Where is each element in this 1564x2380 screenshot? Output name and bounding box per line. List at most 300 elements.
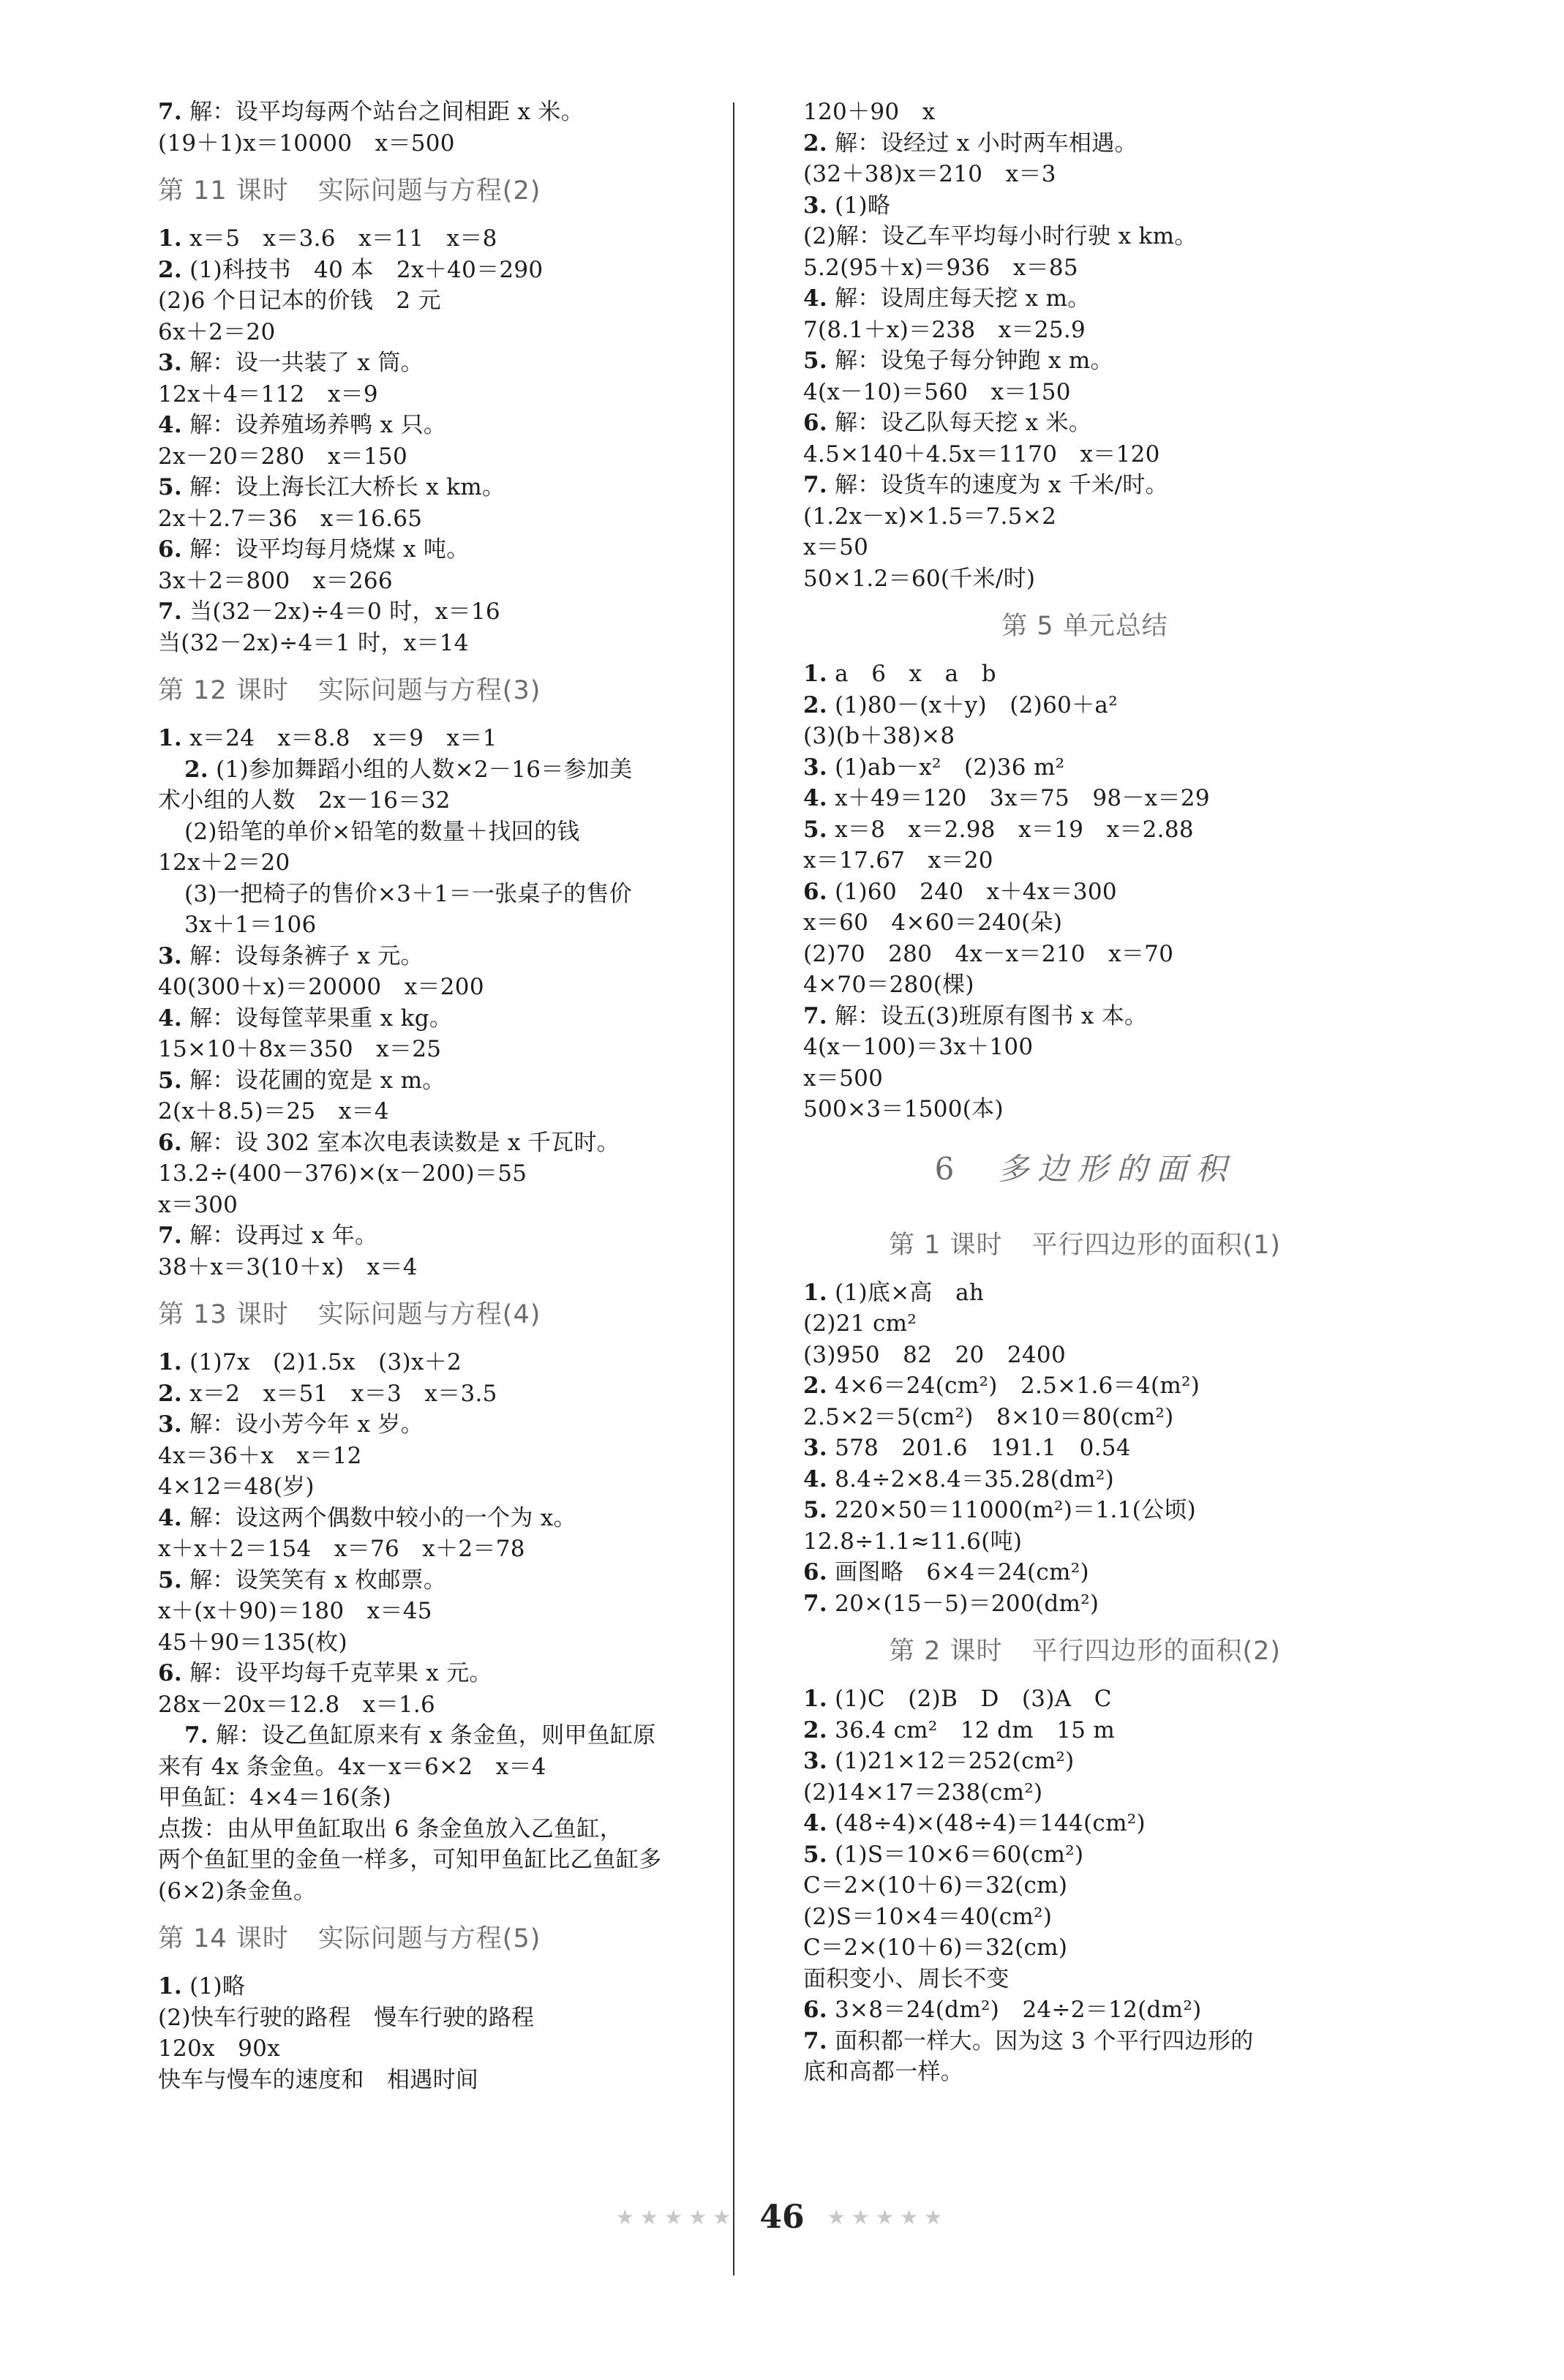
answer-text: 50×1.2＝60(千米/时) (803, 565, 1036, 592)
answer-line (158, 1409, 721, 1441)
answer-line (803, 658, 1366, 690)
question-number: 2. (803, 129, 827, 157)
question-number: 7. (184, 1722, 208, 1749)
answer-text: 画图略 6×4＝24(cm²) (827, 1559, 1089, 1585)
answer-line (158, 503, 721, 535)
answer-text: 解：设平均每月烧煤 x 吨。 (181, 536, 470, 563)
answer-text: 7(8.1＋x)＝238 x＝25.9 (803, 316, 1086, 343)
answer-text: (1)参加舞蹈小组的人数×2－16＝参加美 (208, 756, 633, 783)
answer-line (803, 563, 1366, 595)
answer-text: 解：设货车的速度为 x 千米/时。 (827, 472, 1168, 498)
answer-text: x＝2 x＝51 x＝3 x＝3.5 (181, 1380, 497, 1407)
answer-text: 解：设每筐苹果重 x kg。 (181, 1005, 453, 1032)
answer-text: x＝50 (803, 534, 869, 560)
answer-text: 8.4÷2×8.4＝35.28(dm²) (827, 1465, 1114, 1493)
answer-text: 2x－20＝280 x＝150 (158, 443, 407, 470)
question-number: 3. (803, 754, 827, 781)
question-number: 7. (158, 598, 182, 625)
answer-line (803, 845, 1366, 876)
answer-text: 当(32－2x)÷4＝0 时，x＝16 (181, 598, 500, 625)
question-number: 5. (803, 1497, 827, 1523)
answer-line (803, 690, 1366, 721)
lesson-number: 第 1 课时 (888, 1230, 1003, 1260)
answer-line (803, 2057, 1366, 2088)
answer-text: 6x＋2＝20 (158, 318, 276, 345)
answer-line (158, 1441, 721, 1472)
question-number: 6. (158, 536, 182, 563)
answer-text: (1)80－(x＋y) (2)60＋a² (827, 691, 1118, 718)
answer-line (158, 1658, 721, 1689)
answer-line (158, 379, 721, 410)
answer-line (803, 532, 1366, 563)
answer-text: x＋(x＋90)＝180 x＝45 (158, 1598, 432, 1624)
answer-text: (1)S＝10×6＝60(cm²) (827, 1841, 1084, 1868)
lesson-number: 第 13 课时 (158, 1300, 289, 1329)
answer-line (158, 1378, 721, 1410)
answer-line (158, 1096, 721, 1127)
question-number: 7. (803, 1590, 827, 1617)
answer-text: x＝8 x＝2.98 x＝19 x＝2.88 (827, 816, 1194, 843)
question-number: 7. (803, 1002, 827, 1029)
answer-line (803, 128, 1366, 159)
answer-text: (1)60 240 x＋4x＝300 (827, 878, 1117, 905)
answer-text: (2)S＝10×4＝40(cm²) (803, 1903, 1053, 1930)
answer-line (803, 783, 1366, 814)
answer-line (803, 814, 1366, 846)
answer-line (158, 472, 721, 503)
answer-text: (1)略 (181, 1973, 246, 2000)
answer-line (158, 628, 721, 659)
answer-line (158, 1720, 721, 1752)
lesson-title: 实际问题与方程(2) (317, 176, 541, 206)
answer-line (158, 128, 721, 159)
left-column (158, 97, 721, 2095)
question-number: 4. (803, 785, 827, 811)
answer-line (158, 879, 721, 910)
answer-text: 解：设这两个偶数中较小的一个为 x。 (181, 1504, 576, 1531)
answer-text: 面积都一样大。因为这 3 个平行四边形的 (827, 2027, 1254, 2054)
answer-line (803, 1715, 1366, 1746)
question-number: 6. (158, 1129, 182, 1156)
answer-line (158, 223, 721, 255)
answer-text: 3x＋2＝800 x＝266 (158, 567, 393, 594)
page-number: 46 (759, 2199, 805, 2236)
answer-line (803, 969, 1366, 1001)
answer-text: C＝2×(10＋6)＝32(cm) (803, 1872, 1068, 1899)
answer-line (158, 1534, 721, 1565)
answer-text: (1)7x (2)1.5x (3)x＋2 (181, 1349, 462, 1375)
answer-text: 3x＋1＝106 (184, 912, 317, 938)
answer-text: (32＋38)x＝210 x＝3 (803, 161, 1056, 187)
answer-text: 36.4 cm² 12 dm 15 m (827, 1716, 1116, 1743)
answer-line (158, 441, 721, 473)
answer-line (803, 1902, 1366, 1933)
answer-text: x＝60 4×60＝240(朵) (803, 909, 1063, 936)
question-number: 1. (158, 725, 182, 751)
answer-line (158, 1503, 721, 1534)
answer-text: 13.2÷(400－376)×(x－200)＝55 (158, 1160, 527, 1187)
answer-text: (1.2x－x)×1.5＝7.5×2 (803, 503, 1057, 530)
answer-line (803, 2026, 1366, 2057)
answer-line (158, 1471, 721, 1503)
question-number: 2. (158, 256, 182, 283)
answer-text: 4×6＝24(cm²) 2.5×1.6＝4(m²) (827, 1373, 1200, 1399)
footer-stars-right: ★★★★★ (827, 2205, 949, 2229)
answer-text: 2x＋2.7＝36 x＝16.65 (158, 505, 423, 532)
answer-text: (2)14×17＝238(cm²) (803, 1779, 1043, 1806)
answer-text: 解：设乙队每天挖 x 米。 (827, 410, 1092, 436)
answer-line (803, 1839, 1366, 1871)
answer-text: (1)略 (827, 192, 891, 219)
answer-text: 4(x－100)＝3x＋100 (803, 1034, 1034, 1060)
answer-text: (2)21 cm² (803, 1310, 917, 1337)
answer-text: (1)科技书 40 本 2x＋40＝290 (181, 256, 544, 283)
question-number: 1. (803, 1686, 827, 1712)
answer-line (803, 1994, 1366, 2026)
answer-text: 4(x－10)＝560 x＝150 (803, 378, 1071, 405)
answer-text: a 6 x a b (827, 661, 996, 687)
lesson-title: 平行四边形的面积(2) (1031, 1637, 1282, 1666)
answer-line (158, 972, 721, 1003)
answer-line (803, 939, 1366, 970)
question-number: 4. (803, 1465, 827, 1493)
answer-line (158, 1158, 721, 1190)
answer-text: (2)6 个日记本的价钱 2 元 (158, 288, 441, 314)
answer-text: 12x＋4＝112 x＝9 (158, 380, 378, 408)
answer-line (158, 534, 721, 566)
answer-text: 点拨：由从甲鱼缸取出 6 条金鱼放入乙鱼缸， (158, 1815, 623, 1842)
answer-line (158, 348, 721, 379)
answer-line (158, 596, 721, 628)
answer-line (158, 2002, 721, 2034)
answer-line (158, 1689, 721, 1721)
answer-text: 2(x＋8.5)＝25 x＝4 (158, 1098, 389, 1125)
answer-text: 220×50＝11000(m²)＝1.1(公顷) (827, 1497, 1197, 1523)
question-number: 7. (803, 472, 827, 498)
question-number: 2. (803, 691, 827, 718)
answer-line (803, 97, 1366, 128)
answer-line (803, 1464, 1366, 1495)
lesson-title: 平行四边形的面积(1) (1031, 1230, 1282, 1260)
answer-text: 解：设五(3)班原有图书 x 本。 (827, 1002, 1148, 1029)
answer-text: 40(300＋x)＝20000 x＝200 (158, 974, 484, 1000)
answer-line (803, 1495, 1366, 1526)
answer-text: 解：设平均每两个站台之间相距 x 米。 (181, 99, 584, 125)
answer-text: 两个鱼缸里的金鱼一样多，可知甲鱼缸比乙鱼缸多 (158, 1847, 662, 1873)
answer-line (158, 1220, 721, 1252)
answer-line (158, 723, 721, 754)
answer-text: (19＋1)x＝10000 x＝500 (158, 129, 455, 157)
answer-line (158, 1752, 721, 1783)
answer-text: 解：设一共装了 x 筒。 (181, 350, 424, 376)
answer-line (803, 1001, 1366, 1032)
question-number: 6. (803, 1997, 827, 2023)
lesson-heading (158, 159, 721, 223)
answer-text: 解：设周庄每天挖 x m。 (827, 285, 1091, 312)
answer-line (158, 1190, 721, 1221)
answer-line (158, 317, 721, 348)
question-number: 6. (158, 1660, 182, 1686)
question-number: 3. (158, 350, 182, 376)
lesson-heading (158, 1283, 721, 1347)
answer-text: x＝24 x＝8.8 x＝9 x＝1 (181, 725, 497, 751)
answer-text: (3)一把椅子的售价×3＋1＝一张桌子的售价 (184, 880, 632, 907)
answer-text: C＝2×(10＋6)＝32(cm) (803, 1934, 1068, 1961)
footer-stars-left: ★★★★★ (615, 2205, 737, 2229)
lesson-number: 第 14 课时 (158, 1924, 289, 1953)
answer-text: 术小组的人数 2x－16＝32 (158, 787, 451, 814)
answer-line (158, 1003, 721, 1035)
answer-line (803, 439, 1366, 470)
answer-text: x＝17.67 x＝20 (803, 847, 993, 874)
question-number: 1. (158, 225, 182, 252)
question-number: 1. (803, 1279, 827, 1306)
answer-line (803, 283, 1366, 315)
answer-text: 解：设上海长江大桥长 x km。 (181, 474, 505, 500)
question-number: 4. (803, 285, 827, 312)
answer-text: 解：设兔子每分钟跑 x m。 (827, 348, 1113, 374)
answer-line (158, 1971, 721, 2002)
question-number: 4. (158, 1005, 182, 1032)
answer-line (803, 345, 1366, 377)
answer-line (803, 1870, 1366, 1902)
answer-line (158, 1347, 721, 1378)
answer-line (803, 1683, 1366, 1715)
question-number: 5. (803, 348, 827, 374)
answer-text: 解：设再过 x 年。 (181, 1223, 378, 1249)
question-number: 4. (158, 412, 182, 438)
answer-text: 解：设 302 室本次电表读数是 x 千瓦时。 (181, 1129, 620, 1156)
answer-text: 578 201.6 191.1 0.54 (827, 1435, 1131, 1461)
question-number: 2. (803, 1716, 827, 1743)
answer-text: 面积变小、周长不变 (803, 1965, 1010, 1992)
answer-line (803, 1433, 1366, 1464)
answer-text: 当(32－2x)÷4＝1 时，x＝14 (158, 629, 469, 656)
answer-text: (3)950 82 20 2400 (803, 1341, 1066, 1368)
question-number: 3. (803, 1748, 827, 1774)
answer-text: 解：设经过 x 小时两车相遇。 (827, 129, 1138, 157)
question-number: 5. (158, 1067, 182, 1094)
answer-text: 解：设乙鱼缸原来有 x 条金鱼，则甲鱼缸原 (208, 1722, 656, 1749)
question-number: 2. (158, 1380, 182, 1407)
answer-line (803, 1063, 1366, 1095)
lesson-heading (803, 594, 1366, 658)
answer-line (158, 285, 721, 317)
answer-text: 15×10＋8x＝350 x＝25 (158, 1036, 442, 1062)
question-number: 7. (158, 99, 182, 125)
answer-text: 2.5×2＝5(cm²) 8×10＝80(cm²) (803, 1403, 1174, 1430)
answer-text: (1)C (2)B D (3)A C (827, 1686, 1112, 1712)
question-number: 3. (158, 942, 182, 969)
answer-text: 38＋x＝3(10＋x) x＝4 (158, 1253, 418, 1280)
answer-text: x＋x＋2＝154 x＝76 x＋2＝78 (158, 1536, 525, 1562)
question-number: 7. (803, 2027, 827, 2054)
lesson-number: 第 2 课时 (888, 1637, 1003, 1666)
answer-text: (1)21×12＝252(cm²) (827, 1748, 1075, 1774)
answer-line (803, 876, 1366, 908)
column-divider (733, 102, 734, 2275)
answer-line (158, 909, 721, 941)
answer-line (803, 1526, 1366, 1558)
lesson-heading (803, 1619, 1366, 1683)
answer-line (158, 1627, 721, 1659)
answer-text: (2)快车行驶的路程 慢车行驶的路程 (158, 2004, 535, 2031)
question-number: 6. (803, 878, 827, 905)
answer-line (803, 1746, 1366, 1777)
answer-text: 解：设平均每千克苹果 x 元。 (181, 1660, 492, 1686)
answer-line (803, 907, 1366, 939)
answer-line (158, 2065, 721, 2096)
answer-text: 来有 4x 条金鱼。4x－x＝6×2 x＝4 (158, 1753, 546, 1780)
answer-line (803, 1402, 1366, 1433)
question-number: 1. (158, 1973, 182, 2000)
answer-line (158, 941, 721, 972)
answer-line (803, 1032, 1366, 1063)
answer-line (803, 159, 1366, 190)
answer-text: 28x－20x＝12.8 x＝1.6 (158, 1691, 436, 1718)
page-footer (0, 2199, 1564, 2242)
unit-name: 多边形的面积 (998, 1150, 1236, 1187)
answer-line (803, 1094, 1366, 1125)
lesson-number: 第 11 课时 (158, 176, 289, 206)
answer-line (803, 1808, 1366, 1839)
question-number: 1. (158, 1349, 182, 1375)
answer-line (803, 752, 1366, 784)
lesson-title: 实际问题与方程(4) (317, 1300, 541, 1329)
answer-text: (1)ab－x² (2)36 m² (827, 754, 1065, 781)
answer-line (803, 1308, 1366, 1340)
answer-line (158, 754, 721, 786)
answer-text: 4×70＝280(棵) (803, 972, 974, 998)
lesson-number: 第 12 课时 (158, 676, 289, 705)
answer-line (158, 1782, 721, 1814)
answer-text: 解：设小芳今年 x 岁。 (181, 1411, 424, 1438)
answer-text: 120x 90x (158, 2035, 280, 2062)
answer-text: x＋49＝120 3x＝75 98－x＝29 (827, 785, 1210, 811)
question-number: 5. (158, 474, 182, 500)
unit-title (803, 1125, 1366, 1213)
question-number: 3. (158, 1411, 182, 1438)
question-number: 6. (803, 410, 827, 436)
lesson-heading (158, 1907, 721, 1971)
answer-line (803, 1277, 1366, 1309)
answer-text: 解：设养殖场养鸭 x 只。 (181, 412, 447, 438)
answer-line (803, 1932, 1366, 1964)
answer-line (803, 190, 1366, 222)
question-number: 1. (803, 661, 827, 687)
question-number: 4. (803, 1810, 827, 1836)
answer-text: 5.2(95＋x)＝936 x＝85 (803, 254, 1078, 281)
answer-text: 4x＝36＋x x＝12 (158, 1442, 362, 1469)
answer-line (803, 470, 1366, 501)
answer-text: 120＋90 x (803, 99, 936, 125)
answer-line (158, 255, 721, 286)
unit-number: 6 (934, 1150, 955, 1187)
answer-text: (6×2)条金鱼。 (158, 1877, 317, 1904)
question-number: 2. (803, 1373, 827, 1399)
answer-line (803, 221, 1366, 252)
answer-line (158, 847, 721, 879)
answer-text: (1)底×高 ah (827, 1279, 985, 1306)
answer-text: 45＋90＝135(枚) (158, 1629, 347, 1656)
answer-text: x＝500 (803, 1065, 884, 1092)
answer-text: (2)铅笔的单价×铅笔的数量＋找回的钱 (184, 818, 580, 845)
answer-line (158, 1876, 721, 1907)
answer-text: 20×(15－5)＝200(dm²) (827, 1590, 1099, 1617)
answer-text: (2)解：设乙车平均每小时行驶 x km。 (803, 223, 1198, 249)
answer-text: (48÷4)×(48÷4)＝144(cm²) (827, 1810, 1146, 1836)
question-number: 5. (158, 1566, 182, 1593)
answer-line (158, 1252, 721, 1283)
answer-text: 解：设笑笑有 x 枚邮票。 (181, 1566, 447, 1593)
answer-line (158, 817, 721, 848)
answer-text: 底和高都一样。 (803, 2059, 964, 2085)
answer-line (803, 377, 1366, 408)
answer-line (158, 2033, 721, 2065)
answer-line (158, 1844, 721, 1876)
answer-text: 3×8＝24(dm²) 24÷2＝12(dm²) (827, 1997, 1202, 2023)
answer-line (158, 785, 721, 817)
answer-line (803, 1588, 1366, 1620)
question-number: 6. (803, 1559, 827, 1585)
answer-text: x＝5 x＝3.6 x＝11 x＝8 (181, 225, 497, 252)
lesson-heading (803, 1213, 1366, 1277)
answer-line (803, 501, 1366, 533)
answer-line (158, 97, 721, 128)
answer-line (158, 1596, 721, 1627)
lesson-number: 第 5 单元总结 (1001, 612, 1168, 641)
answer-text: 4.5×140＋4.5x＝1170 x＝120 (803, 440, 1160, 468)
answer-text: 解：设花圃的宽是 x m。 (181, 1067, 445, 1094)
answer-line (803, 1557, 1366, 1588)
question-number: 7. (158, 1223, 182, 1249)
answer-line (803, 1370, 1366, 1402)
answer-text: 甲鱼缸：4×4＝16(条) (158, 1784, 391, 1811)
question-number: 3. (803, 192, 827, 219)
answer-line (803, 252, 1366, 284)
answer-line (158, 410, 721, 441)
lesson-heading (158, 658, 721, 723)
question-number: 2. (184, 756, 208, 783)
answer-line (158, 566, 721, 597)
answer-text: 4×12＝48(岁) (158, 1474, 315, 1500)
question-number: 5. (803, 816, 827, 843)
answer-line (803, 1777, 1366, 1809)
answer-line (158, 1034, 721, 1065)
answer-text: 12.8÷1.1≈11.6(吨) (803, 1528, 1023, 1555)
answer-line (158, 1127, 721, 1159)
right-column (803, 97, 1366, 2088)
answer-line (803, 315, 1366, 346)
answer-line (803, 721, 1366, 752)
answer-text: (2)70 280 4x－x＝210 x＝70 (803, 940, 1174, 967)
answer-line (158, 1814, 721, 1845)
question-number: 3. (803, 1435, 827, 1461)
answer-line (803, 1340, 1366, 1371)
answer-text: x＝300 (158, 1191, 238, 1218)
answer-line (158, 1565, 721, 1596)
answer-text: 12x＋2＝20 (158, 849, 290, 876)
answer-line (158, 1065, 721, 1097)
question-number: 4. (158, 1504, 182, 1531)
answer-text: 快车与慢车的速度和 相遇时间 (158, 2066, 479, 2093)
answer-line (803, 408, 1366, 439)
answer-line (803, 1964, 1366, 1995)
answer-text: 解：设每条裤子 x 元。 (181, 942, 424, 969)
answer-text: (3)(b＋38)×8 (803, 723, 955, 749)
answer-text: 500×3＝1500(本) (803, 1096, 1004, 1122)
lesson-title: 实际问题与方程(5) (317, 1924, 541, 1953)
